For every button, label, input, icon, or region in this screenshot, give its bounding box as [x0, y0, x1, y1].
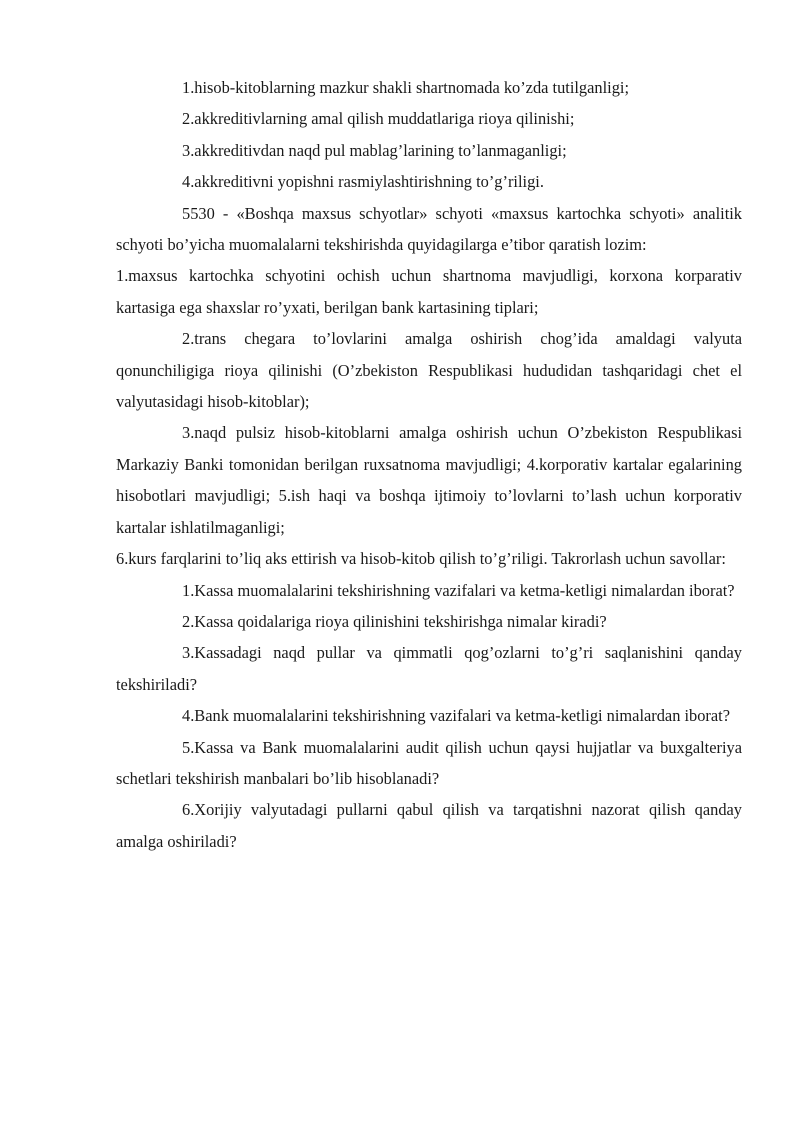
question-item: 3.Kassadagi naqd pullar va qimmatli qog’ozlarni to’g’ri saqlanishini qanday tekshiriladi?	[116, 643, 742, 694]
list-item: 1.maxsus kartochka schyotini ochish uchun shartnoma mavjudligi, korxona korparativ kartasiga ega shaxslar ro’yxati, berilgan bank kartasining tiplari;	[116, 266, 742, 317]
question-item: 4.Bank muomalalarini tekshirishning vazifalari va ketma-ketligi nimalardan iborat?	[182, 706, 730, 726]
list-item: 2.akkreditivlarning amal qilish muddatlariga rioya qilinishi;	[182, 109, 575, 129]
question-item: 1.Kassa muomalalarini tekshirishning vazifalari va ketma-ketligi nimalardan iborat?	[182, 580, 735, 600]
list-item: 2.trans chegara to’lovlarini amalga oshirish chog’ida amaldagi valyuta qonunchiligiga rioya qilinishi (O’zbekiston Respublikasi hududidan tashqaridagi chet el valyutasidagi hisob-kitoblar);	[116, 329, 742, 412]
document-page	[116, 72, 742, 857]
question-item: 6.Xorijiy valyutadagi pullarni qabul qilish va tarqatishni nazorat qilish qanday amalga oshiriladi?	[116, 800, 742, 851]
question-item: 5.Kassa va Bank muomalalarini audit qilish uchun qaysi hujjatlar va buxgalteriya schetlari tekshirish manbalari bo’lib hisoblanadi?	[116, 737, 742, 788]
list-item: 1.hisob-kitoblarning mazkur shakli shartnomada ko’zda tutilganligi;	[182, 78, 630, 97]
list-item: 4.akkreditivni yopishni rasmiylashtirishning to’g’riligi.	[182, 172, 544, 192]
list-item: 6.kurs farqlarini to’liq aks ettirish va hisob-kitob qilish to’g’riligi. Takrorlash uchun savollar:	[116, 549, 726, 569]
list-item: 3.naqd pulsiz hisob-kitoblarni amalga oshirish uchun O’zbekiston Respublikasi Markaziy Banki tomonidan berilgan ruxsatnoma mavjudligi; 4.korporativ kartalar egalarining hisobotlari mavjudligi; 5.ish haqi va boshqa ijtimoiy to’lovlarni to’lash uchun korporativ kartalar ishlatilmaganligi;	[116, 423, 742, 537]
list-item: 3.akkreditivdan naqd pul mablag’larining to’lanmaganligi;	[182, 140, 567, 160]
paragraph: 5530 - «Boshqa maxsus schyotlar» schyoti «maxsus kartochka schyoti» analitik schyoti bo’yicha muomalalarni tekshirishda quyidagilarga e’tibor qaratish lozim:	[116, 203, 742, 255]
question-item: 2.Kassa qoidalariga rioya qilinishini tekshirishga nimalar kiradi?	[182, 611, 607, 631]
